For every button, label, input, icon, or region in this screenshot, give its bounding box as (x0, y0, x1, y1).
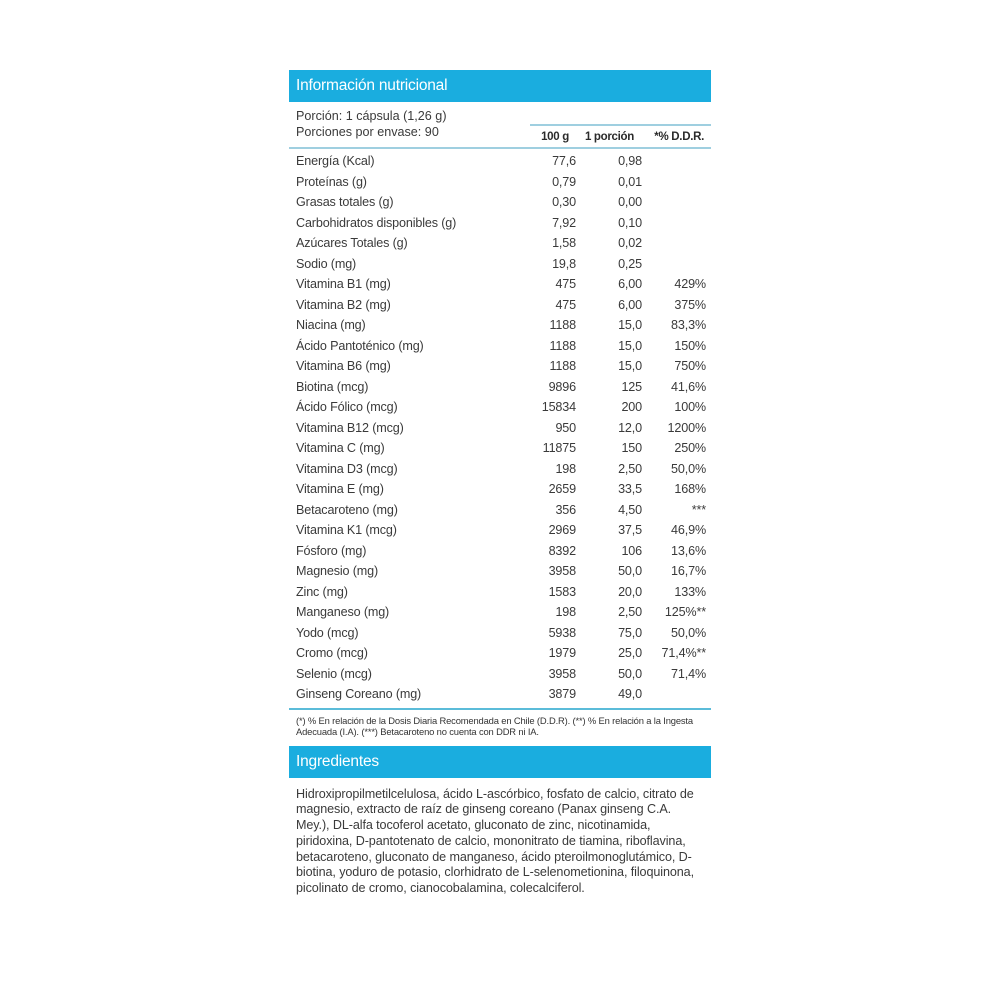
value-per-serving: 75,0 (618, 625, 642, 640)
nutrient-name: Ginseng Coreano (mg) (296, 687, 422, 702)
table-row (289, 582, 711, 603)
value-ddr: 50,0% (671, 625, 706, 640)
value-per-100g: 3958 (548, 564, 576, 579)
nutrient-name: Carbohidratos disponibles (g) (296, 215, 457, 230)
table-row (289, 172, 711, 193)
value-per-100g: 3958 (548, 666, 576, 681)
table-row (289, 438, 711, 459)
column-header-100g: 100 g (541, 130, 569, 143)
value-per-serving: 150 (621, 441, 642, 456)
value-per-serving: 33,5 (618, 482, 642, 497)
value-per-serving: 15,0 (618, 338, 642, 353)
table-row (289, 377, 711, 398)
nutrition-label (289, 70, 711, 897)
servings-per-container: Porciones por envase: 90 (296, 125, 439, 139)
nutrition-title-bar (289, 70, 711, 102)
value-ddr: 375% (674, 297, 706, 312)
value-per-serving: 2,50 (618, 605, 642, 620)
nutrient-name: Vitamina E (mg) (296, 482, 384, 497)
value-ddr: 46,9% (671, 523, 706, 538)
nutrient-name: Vitamina B12 (mcg) (296, 420, 404, 435)
value-per-100g: 8392 (548, 543, 576, 558)
value-per-serving: 0,02 (618, 236, 642, 251)
nutrient-name: Manganeso (mg) (296, 605, 390, 620)
nutrient-name: Sodio (mg) (296, 256, 357, 271)
value-ddr: 83,3% (671, 318, 706, 333)
nutrient-name: Ácido Pantoténico (mg) (296, 338, 424, 353)
value-ddr: 13,6% (671, 543, 706, 558)
value-per-serving: 125 (621, 379, 642, 394)
nutrient-name: Selenio (mcg) (296, 666, 372, 681)
value-per-100g: 11875 (542, 441, 576, 456)
table-row (289, 684, 711, 705)
footnote: (*) % En relación de la Dosis Diaria Recomendada en Chile (D.D.R). (**) % En relación a la Ingesta Adecuada (I.A). (***) Betacaroteno no cuenta con DDR ni IA. (296, 714, 693, 737)
nutrient-name: Proteínas (g) (296, 174, 367, 189)
value-per-100g: 9896 (548, 379, 576, 394)
nutrient-name: Betacaroteno (mg) (296, 502, 398, 517)
table-row (289, 418, 711, 439)
ingredients-title-bar (289, 746, 711, 778)
nutrient-name: Vitamina B2 (mg) (296, 297, 391, 312)
nutrient-name: Ácido Fólico (mcg) (296, 400, 398, 415)
table-row (289, 561, 711, 582)
value-per-100g: 2969 (548, 523, 576, 538)
value-ddr: 429% (674, 277, 706, 292)
value-ddr: 1200% (667, 420, 706, 435)
nutrient-name: Fósforo (mg) (296, 543, 367, 558)
table-row (289, 623, 711, 644)
ingredients-text: Hidroxipropilmetilcelulosa, ácido L-ascórbico, fosfato de calcio, citrato de magnesio, extracto de raíz de ginseng coreano (Panax ginseng C.A. Mey.), DL-alfa tocoferol acetato, gluconato de zinc, nicotinamida, piridoxina, D-pantotenato de calcio, mononitrato de tiamina, riboflavina, betacaroteno, gluconato de manganeso, ácido pteroilmonoglutámico, D-biotina, yoduro de potasio, clorhidrato de L-selenometionina, filoquinona, picolinato de cromo, cianocobalamina, colecalciferol. (296, 786, 694, 896)
value-ddr: 750% (674, 359, 706, 374)
nutrient-name: Energía (Kcal) (296, 154, 375, 169)
table-row (289, 233, 711, 254)
table-row (289, 397, 711, 418)
table-row (289, 336, 711, 357)
value-ddr: 71,4%** (661, 646, 706, 661)
value-per-100g: 2659 (548, 482, 576, 497)
table-row (289, 213, 711, 234)
nutrition-title: Información nutricional (296, 77, 448, 94)
value-per-serving: 15,0 (618, 359, 642, 374)
table-row (289, 479, 711, 500)
value-per-100g: 1188 (549, 338, 576, 353)
nutrient-name: Vitamina C (mg) (296, 441, 385, 456)
value-per-serving: 49,0 (618, 687, 642, 702)
value-per-100g: 475 (555, 277, 576, 292)
value-per-serving: 6,00 (618, 297, 642, 312)
value-ddr: 41,6% (671, 379, 706, 394)
serving-info (289, 102, 711, 147)
nutrient-name: Magnesio (mg) (296, 564, 379, 579)
table-row (289, 254, 711, 275)
value-per-100g: 19,8 (552, 256, 576, 271)
value-per-serving: 0,25 (618, 256, 642, 271)
value-per-100g: 0,79 (552, 174, 576, 189)
value-ddr: 100% (674, 400, 706, 415)
value-per-100g: 77,6 (552, 154, 576, 169)
table-row (289, 274, 711, 295)
value-ddr: 50,0% (671, 461, 706, 476)
value-per-100g: 5938 (548, 625, 576, 640)
table-row (289, 315, 711, 336)
value-per-serving: 0,98 (618, 154, 642, 169)
nutrient-name: Zinc (mg) (296, 584, 348, 599)
table-row (289, 541, 711, 562)
value-per-serving: 2,50 (618, 461, 642, 476)
value-per-serving: 0,10 (618, 215, 642, 230)
value-ddr: 250% (674, 441, 706, 456)
nutrient-name: Cromo (mcg) (296, 646, 368, 661)
nutrient-name: Biotina (mcg) (296, 379, 369, 394)
table-row (289, 151, 711, 172)
table-row (289, 295, 711, 316)
value-per-serving: 50,0 (618, 666, 642, 681)
value-ddr: 150% (674, 338, 706, 353)
value-ddr: 125%** (664, 605, 706, 620)
nutrient-name: Azúcares Totales (g) (296, 236, 408, 251)
value-per-serving: 12,0 (618, 420, 642, 435)
value-ddr: 16,7% (671, 564, 706, 579)
nutrient-name: Vitamina B1 (mg) (296, 277, 391, 292)
value-per-serving: 0,01 (618, 174, 642, 189)
value-per-100g: 356 (555, 502, 576, 517)
ingredients-title: Ingredientes (296, 752, 379, 770)
table-row (289, 192, 711, 213)
value-per-100g: 15834 (541, 400, 576, 415)
value-per-100g: 1188 (549, 359, 576, 374)
value-per-100g: 1188 (549, 318, 576, 333)
value-per-serving: 106 (621, 543, 642, 558)
value-per-100g: 0,30 (552, 195, 576, 210)
value-per-100g: 1583 (548, 584, 576, 599)
column-headers (530, 124, 711, 147)
value-per-100g: 1,58 (552, 236, 576, 251)
nutrient-name: Vitamina D3 (mcg) (296, 461, 398, 476)
value-per-100g: 950 (555, 420, 576, 435)
serving-size: Porción: 1 cápsula (1,26 g) (296, 109, 447, 123)
nutrient-name: Yodo (mcg) (296, 625, 359, 640)
value-per-serving: 0,00 (618, 195, 642, 210)
value-ddr: 133% (674, 584, 706, 599)
value-ddr: *** (691, 502, 706, 517)
value-ddr: 168% (674, 482, 706, 497)
table-row (289, 664, 711, 685)
table-row (289, 602, 711, 623)
value-per-serving: 25,0 (618, 646, 642, 661)
value-per-100g: 198 (555, 605, 576, 620)
value-per-serving: 4,50 (618, 502, 642, 517)
table-row (289, 500, 711, 521)
value-ddr: 71,4% (671, 666, 706, 681)
value-per-serving: 200 (621, 400, 642, 415)
value-per-100g: 7,92 (552, 215, 576, 230)
value-per-100g: 3879 (548, 687, 576, 702)
table-row (289, 356, 711, 377)
nutrient-name: Vitamina K1 (mcg) (296, 523, 397, 538)
value-per-100g: 1979 (548, 646, 576, 661)
column-header-per-serving: 1 porción (584, 130, 634, 143)
table-row (289, 520, 711, 541)
column-header-ddr: *% D.D.R. (654, 130, 704, 143)
value-per-serving: 20,0 (618, 584, 642, 599)
value-per-100g: 475 (555, 297, 576, 312)
value-per-serving: 6,00 (618, 277, 642, 292)
nutrient-name: Vitamina B6 (mg) (296, 359, 391, 374)
nutrient-name: Grasas totales (g) (296, 195, 394, 210)
table-row (289, 643, 711, 664)
table-row (289, 459, 711, 480)
value-per-serving: 37,5 (618, 523, 642, 538)
value-per-serving: 50,0 (618, 564, 642, 579)
nutrient-table (289, 149, 711, 705)
value-per-100g: 198 (555, 461, 576, 476)
nutrient-name: Niacina (mg) (296, 318, 366, 333)
value-per-serving: 15,0 (618, 318, 642, 333)
